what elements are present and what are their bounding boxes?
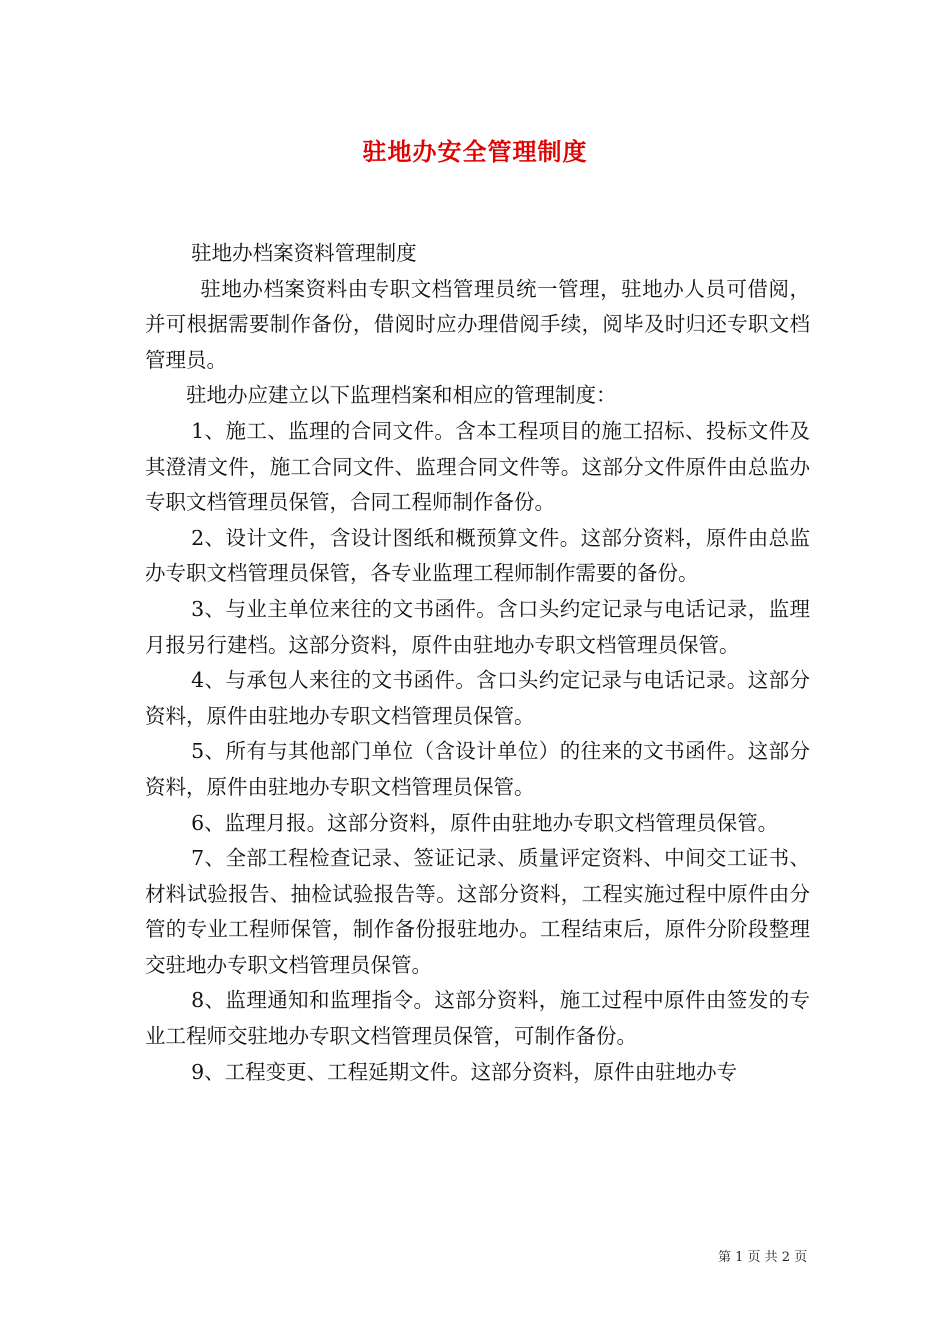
list-item-8: 8、监理通知和监理指令。这部分资料，施工过程中原件由签发的专业工程师交驻地办专职文档管理员保管，可制作备份。 xyxy=(145,988,810,1049)
list-item-1: 1、施工、监理的合同文件。含本工程项目的施工招标、投标文件及其澄清文件，施工合同文件、监理合同文件等。这部分文件原件由总监办专职文档管理员保管，合同工程师制作备份。 xyxy=(145,418,810,515)
list-item-2: 2、设计文件，含设计图纸和概预算文件。这部分资料，原件由总监办专职文档管理员保管，各专业监理工程师制作需要的备份。 xyxy=(145,525,810,586)
page-title: 驻地办安全管理制度 xyxy=(362,137,588,166)
list-item-5: 5、所有与其他部门单位（含设计单位）的往来的文书函件。这部分资料，原件由驻地办专职文档管理员保管。 xyxy=(145,739,810,799)
document-body xyxy=(145,236,810,1090)
list-item-6: 6、监理月报。这部分资料，原件由驻地办专职文档管理员保管。 xyxy=(191,810,779,835)
list-item-3: 3、与业主单位来往的文书函件。含口头约定记录与电话记录，监理月报另行建档。这部分资料，原件由驻地办专职文档管理员保管。 xyxy=(145,596,810,657)
list-item-4: 4、与承包人来往的文书函件。含口头约定记录与电话记录。这部分资料，原件由驻地办专职文档管理员保管。 xyxy=(145,668,810,728)
list-item-9: 9、工程变更、工程延期文件。这部分资料，原件由驻地办专 xyxy=(191,1059,738,1084)
page-number-footer: 第 1 页 共 2 页 xyxy=(718,1250,808,1265)
paragraph: 驻地办应建立以下监理档案和相应的管理制度： xyxy=(186,383,617,408)
section-heading: 驻地办档案资料管理制度 xyxy=(191,241,417,265)
list-item-7: 7、全部工程检查记录、签证记录、质量评定资料、中间交工证书、材料试验报告、抽检试验报告等。这部分资料，工程实施过程中原件由分管的专业工程师保管，制作备份报驻地办。工程结束后，原件分阶段整理交驻地办专职文档管理员保管。 xyxy=(145,846,810,977)
paragraph: 驻地办档案资料由专职文档管理员统一管理，驻地办人员可借阅，并可根据需要制作备份，借阅时应办理借阅手续，阅毕及时归还专职文档管理员。 xyxy=(145,276,810,372)
